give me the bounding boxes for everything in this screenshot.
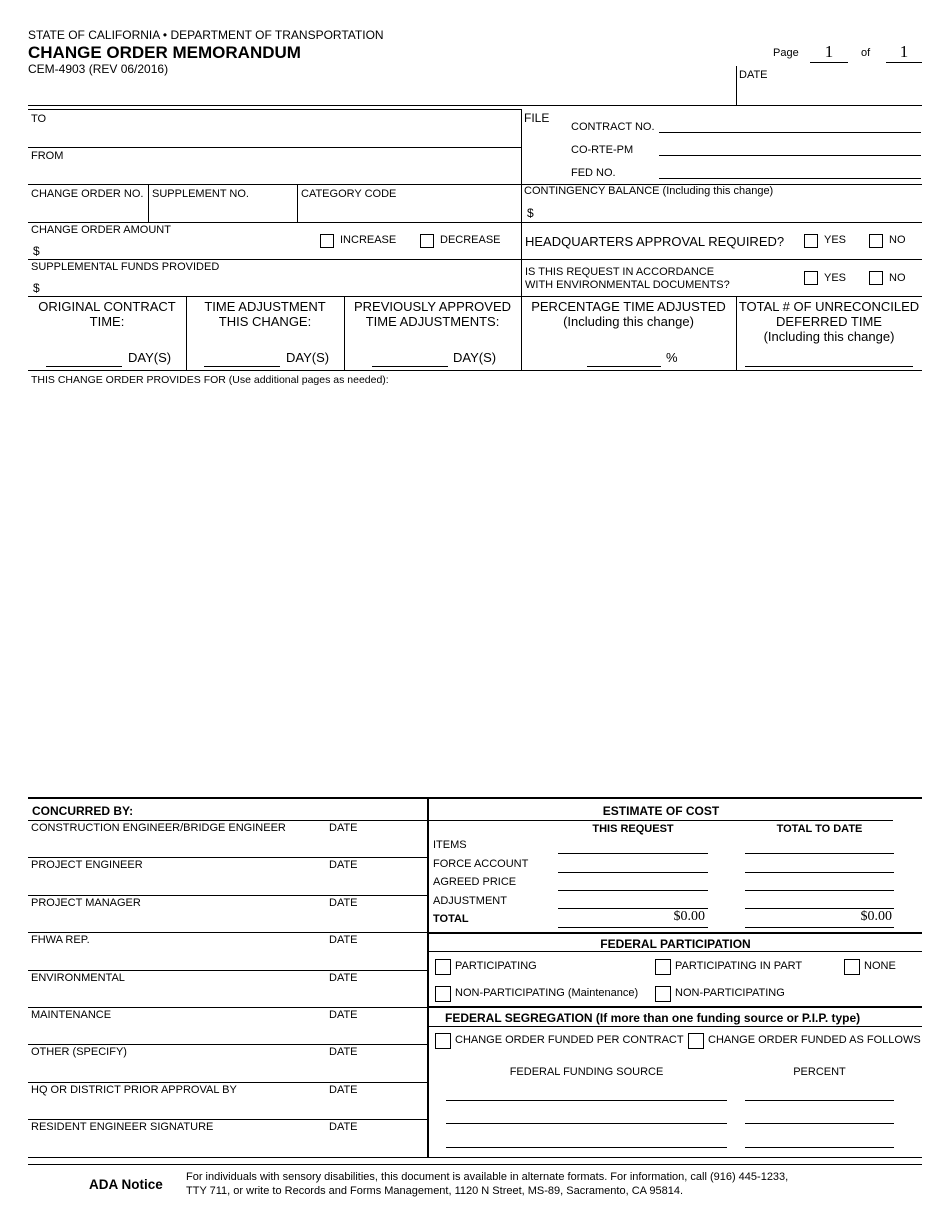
page-number[interactable]: 1 — [824, 42, 834, 61]
estimate-title: ESTIMATE OF COST — [602, 804, 720, 818]
concurred-row-date-label: DATE — [329, 934, 358, 947]
hq-yes-label: YES — [824, 234, 847, 246]
concurred-row-date-label: DATE — [329, 896, 358, 909]
federal-participation-title: FEDERAL PARTICIPATION — [600, 937, 751, 951]
supplemental-funds-label: SUPPLEMENTAL FUNDS PROVIDED — [31, 261, 220, 273]
category-code-label: CATEGORY CODE — [301, 188, 397, 200]
funded-per-contract-checkbox[interactable] — [435, 1033, 451, 1049]
row-divider — [28, 1044, 427, 1045]
decrease-label: DECREASE — [440, 234, 501, 246]
unreconciled-label-2: DEFERRED TIME — [776, 314, 882, 329]
to-label: TO — [31, 113, 47, 125]
percent-field-1[interactable] — [745, 1100, 894, 1101]
concurred-row-date-label: DATE — [329, 971, 358, 984]
of-label: of — [861, 47, 871, 59]
unreconciled-label-3: (Including this change) — [763, 329, 895, 344]
time-adjust-label-2: THIS CHANGE: — [218, 314, 312, 329]
supplemental-dollar: $ — [33, 281, 40, 295]
adjustment-label: ADJUSTMENT — [433, 895, 507, 907]
prev-approved-field[interactable] — [372, 366, 448, 367]
total-this-request-value[interactable]: $0.00 — [673, 909, 705, 924]
env-question-line2: WITH ENVIRONMENTAL DOCUMENTS? — [525, 279, 730, 291]
row-divider — [28, 1007, 427, 1008]
original-time-label-1: ORIGINAL CONTRACT — [38, 299, 176, 314]
concurred-signature-field[interactable] — [31, 836, 321, 854]
time-adjust-field[interactable] — [204, 366, 280, 367]
ada-notice-line1: For individuals with sensory disabilities, this document is available in alternate formats. For information, call (916) 445-1233, — [186, 1171, 789, 1183]
funding-source-field-1[interactable] — [446, 1100, 727, 1101]
env-yes-label: YES — [824, 272, 847, 284]
time-adjust-label-1: TIME ADJUSTMENT — [204, 299, 326, 314]
participating-label: PARTICIPATING — [455, 960, 537, 972]
concurred-row-label: HQ OR DISTRICT PRIOR APPROVAL BY — [31, 1083, 237, 1096]
co-rte-pm-label: CO-RTE-PM — [571, 144, 634, 156]
increase-label: INCREASE — [340, 234, 397, 246]
percent-field-3[interactable] — [745, 1147, 894, 1148]
concurred-row-label: MAINTENANCE — [31, 1009, 112, 1021]
change-order-no-label: CHANGE ORDER NO. — [31, 188, 144, 200]
non-participating-maint-label: NON-PARTICIPATING (Maintenance) — [455, 987, 639, 999]
adjust-days-label: DAY(S) — [286, 350, 330, 365]
pct-time-label-1: PERCENTAGE TIME ADJUSTED — [531, 299, 726, 314]
non-participating-maint-checkbox[interactable] — [435, 986, 451, 1002]
supplemental-funds-field[interactable] — [45, 277, 515, 295]
force-account-total-field[interactable] — [745, 872, 894, 873]
concurred-signature-field[interactable] — [31, 986, 321, 1004]
concurred-signature-field[interactable] — [31, 873, 321, 891]
prev-days-label: DAY(S) — [453, 350, 497, 365]
concurred-row-date-label: DATE — [329, 822, 358, 834]
funding-source-field-2[interactable] — [446, 1123, 727, 1124]
participating-checkbox[interactable] — [435, 959, 451, 975]
none-label: NONE — [864, 960, 896, 972]
to-field[interactable] — [60, 112, 515, 142]
concurred-row-label: PROJECT ENGINEER — [31, 859, 143, 872]
funded-as-follows-label: CHANGE ORDER FUNDED AS FOLLOWS — [708, 1034, 921, 1046]
original-time-label-2: TIME: — [89, 314, 125, 329]
items-this-request-field[interactable] — [558, 853, 708, 854]
concurred-signature-field[interactable] — [31, 1060, 321, 1078]
funding-source-field-3[interactable] — [446, 1147, 727, 1148]
funded-as-follows-checkbox[interactable] — [688, 1033, 704, 1049]
page-total[interactable]: 1 — [899, 42, 909, 61]
percent-field-2[interactable] — [745, 1123, 894, 1124]
change-order-no-field[interactable] — [31, 202, 145, 220]
concurred-date-field[interactable] — [329, 986, 421, 1004]
ada-notice-title: ADA Notice — [89, 1177, 163, 1192]
hq-no-label: NO — [889, 234, 906, 246]
hq-approval-label: HEADQUARTERS APPROVAL REQUIRED? — [525, 234, 785, 249]
items-total-field[interactable] — [745, 853, 894, 854]
change-order-amount-label: CHANGE ORDER AMOUNT — [31, 224, 171, 236]
non-participating-checkbox[interactable] — [655, 986, 671, 1002]
env-yes-checkbox[interactable] — [804, 271, 818, 285]
percent-sign: % — [666, 350, 678, 365]
unreconciled-label-1: TOTAL # OF UNRECONCILED — [738, 299, 920, 314]
env-no-checkbox[interactable] — [869, 271, 883, 285]
agreed-price-this-request-field[interactable] — [558, 890, 708, 891]
contingency-field[interactable] — [540, 202, 915, 220]
none-checkbox[interactable] — [844, 959, 860, 975]
participating-in-part-checkbox[interactable] — [655, 959, 671, 975]
agreed-price-label: AGREED PRICE — [433, 876, 517, 888]
hq-yes-checkbox[interactable] — [804, 234, 818, 248]
contingency-label: CONTINGENCY BALANCE (Including this change) — [524, 185, 774, 197]
amount-dollar: $ — [33, 244, 40, 258]
contract-no-label: CONTRACT NO. — [571, 121, 655, 133]
concurred-signature-field[interactable] — [31, 1023, 321, 1041]
increase-checkbox[interactable] — [320, 234, 334, 248]
total-label: TOTAL — [433, 913, 469, 925]
force-account-this-request-field[interactable] — [558, 872, 708, 873]
contingency-dollar: $ — [527, 206, 534, 220]
form-id: CEM-4903 (REV 06/2016) — [28, 62, 169, 76]
co-rte-pm-field[interactable] — [659, 155, 921, 156]
concurred-title: CONCURRED BY: — [32, 804, 134, 818]
concurred-signature-field[interactable] — [31, 1135, 321, 1153]
concurred-row-label: PROJECT MANAGER — [31, 896, 141, 909]
concurred-row-label: CONSTRUCTION ENGINEER/BRIDGE ENGINEER — [31, 822, 286, 834]
env-no-label: NO — [889, 272, 906, 284]
row-divider — [28, 932, 427, 933]
date-label: DATE — [739, 69, 768, 81]
concurred-date-field[interactable] — [329, 1098, 421, 1116]
row-divider — [28, 857, 427, 858]
funded-per-contract-label: CHANGE ORDER FUNDED PER CONTRACT — [455, 1034, 684, 1046]
agreed-price-total-field[interactable] — [745, 890, 894, 891]
date-field[interactable] — [745, 82, 920, 102]
change-order-amount-field[interactable] — [45, 240, 305, 258]
items-label: ITEMS — [433, 839, 467, 851]
supplement-no-label: SUPPLEMENT NO. — [152, 188, 249, 200]
total-to-date-value[interactable]: $0.00 — [860, 909, 892, 924]
concurred-date-field[interactable] — [329, 1023, 421, 1041]
fed-no-label: FED NO. — [571, 167, 616, 179]
total-to-date-header: TOTAL TO DATE — [776, 823, 863, 835]
force-account-label: FORCE ACCOUNT — [433, 858, 529, 870]
concurred-row-date-label: DATE — [329, 1083, 358, 1096]
env-question-line1: IS THIS REQUEST IN ACCORDANCE — [525, 266, 715, 278]
original-time-field[interactable] — [46, 366, 122, 367]
fed-no-field[interactable] — [659, 178, 921, 179]
from-field[interactable] — [70, 150, 515, 180]
concurred-signature-field[interactable] — [31, 1098, 321, 1116]
participating-in-part-label: PARTICIPATING IN PART — [675, 960, 803, 972]
concurred-date-field[interactable] — [329, 948, 421, 966]
supplement-no-field[interactable] — [152, 202, 294, 220]
concurred-date-field[interactable] — [329, 1135, 421, 1153]
page-label: Page — [773, 47, 799, 59]
change-description-area[interactable] — [31, 390, 919, 790]
prev-approved-label-1: PREVIOUSLY APPROVED — [353, 299, 512, 314]
file-label: FILE — [524, 111, 550, 125]
category-code-field[interactable] — [301, 202, 517, 220]
concurred-row-date-label: DATE — [329, 1009, 358, 1021]
concurred-date-field[interactable] — [329, 911, 421, 929]
concurred-date-field[interactable] — [329, 836, 421, 854]
percent-header: PERCENT — [793, 1066, 846, 1078]
contract-no-field[interactable] — [659, 132, 921, 133]
pct-time-label-2: (Including this change) — [563, 314, 694, 329]
decrease-checkbox[interactable] — [420, 234, 434, 248]
concurred-date-field[interactable] — [329, 1060, 421, 1078]
non-participating-label: NON-PARTICIPATING — [675, 987, 785, 999]
concurred-row-date-label: DATE — [329, 859, 358, 872]
concurred-signature-field[interactable] — [31, 948, 321, 966]
row-divider — [28, 1119, 427, 1120]
concurred-row-label: OTHER (SPECIFY) — [31, 1046, 127, 1059]
funding-source-header: FEDERAL FUNDING SOURCE — [509, 1066, 664, 1078]
from-label: FROM — [31, 150, 64, 162]
concurred-row-date-label: DATE — [329, 1121, 358, 1134]
form-title: CHANGE ORDER MEMORANDUM — [28, 43, 301, 62]
original-days-label: DAY(S) — [128, 350, 172, 365]
provides-for-label: THIS CHANGE ORDER PROVIDES FOR (Use additional pages as needed): — [31, 374, 389, 386]
concurred-row-label: RESIDENT ENGINEER SIGNATURE — [31, 1121, 214, 1134]
federal-segregation-title: FEDERAL SEGREGATION (If more than one funding source or P.I.P. type) — [445, 1011, 861, 1025]
pct-time-field[interactable] — [587, 366, 661, 367]
ada-notice-line2: TTY 711, or write to Records and Forms Management, 1120 N Street, MS-89, Sacramento, CA 95814. — [186, 1185, 684, 1197]
concurred-row-label: FHWA REP. — [31, 934, 90, 947]
concurred-row-date-label: DATE — [329, 1046, 358, 1059]
concurred-row-label: ENVIRONMENTAL — [31, 971, 125, 984]
concurred-date-field[interactable] — [329, 873, 421, 891]
concurred-signature-field[interactable] — [31, 911, 321, 929]
prev-approved-label-2: TIME ADJUSTMENTS: — [365, 314, 500, 329]
agency-name: STATE OF CALIFORNIA • DEPARTMENT OF TRANSPORTATION — [28, 28, 384, 42]
unreconciled-field[interactable] — [745, 366, 913, 367]
hq-no-checkbox[interactable] — [869, 234, 883, 248]
this-request-header: THIS REQUEST — [592, 823, 674, 835]
